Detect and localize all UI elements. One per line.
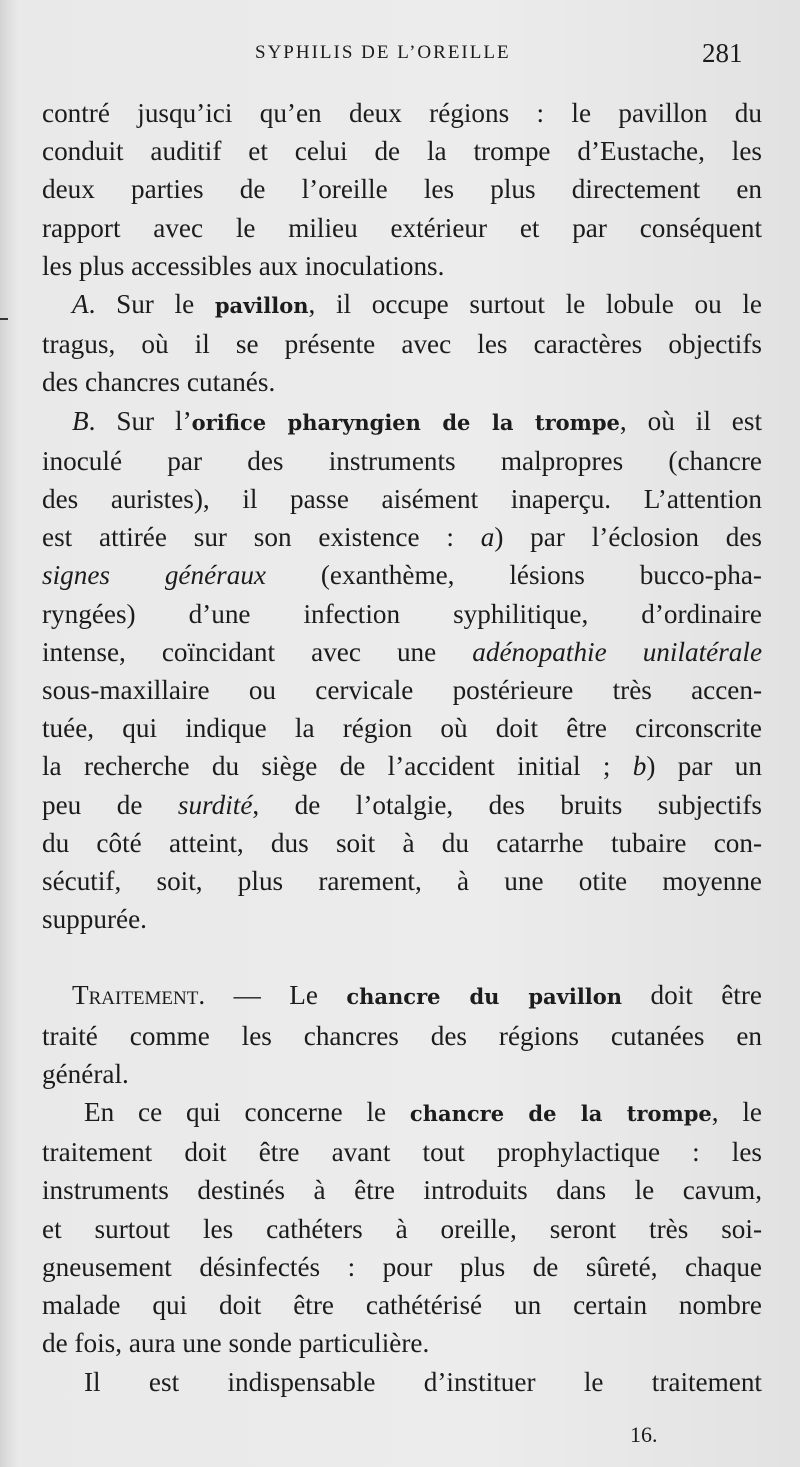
paragraph-a-first-line bbox=[42, 285, 762, 325]
text-line: sécutif, soit, plus rarement, à une otite moyenne bbox=[42, 866, 762, 897]
margin-mark bbox=[0, 318, 8, 320]
section-letter: B bbox=[72, 405, 89, 436]
text-run: doit être bbox=[622, 980, 762, 1011]
page-header bbox=[0, 38, 800, 78]
bold-term: orifice pharyngien de la trompe bbox=[191, 409, 620, 435]
text-run: , où il est bbox=[619, 405, 762, 436]
italic-term: adénopathie unilatérale bbox=[472, 636, 763, 667]
section-letter: A bbox=[72, 289, 89, 320]
bold-term: pavillon bbox=[214, 293, 309, 319]
text-line bbox=[42, 786, 762, 824]
text-line: rapport avec le milieu extérieur et par conséquent bbox=[42, 212, 762, 243]
text-run: , de l’otalgie, des bruits subjectifs bbox=[252, 789, 762, 820]
italic-term: surdité bbox=[177, 789, 253, 820]
text-line: traitement doit être avant tout prophylactique : les bbox=[42, 1137, 762, 1168]
bold-term: chancre de la trompe bbox=[409, 1101, 712, 1127]
treatment-heading-line bbox=[42, 976, 762, 1016]
text-line: de fois, aura une sonde particulière. bbox=[42, 1328, 430, 1359]
text-line: du côté atteint, dus soit à du catarrhe tubaire con- bbox=[42, 827, 762, 858]
text-line: des auristes), il passe aisément inaperçu. L’attention bbox=[42, 484, 762, 515]
text-line: traité comme les chancres des régions cutanées en bbox=[42, 1020, 762, 1051]
paragraph-b-first-line bbox=[42, 402, 762, 442]
text-run: . — Le bbox=[198, 980, 347, 1011]
bold-term: chancre du pavillon bbox=[346, 984, 623, 1010]
text-run: ) par l’éclosion des bbox=[494, 522, 762, 553]
text-line: et surtout les cathéters à oreille, seront très soi- bbox=[42, 1213, 762, 1244]
text-run: . Sur le bbox=[88, 289, 215, 320]
text-run: , il occupe surtout le lobule ou le bbox=[308, 289, 763, 320]
italic-term: signes généraux bbox=[42, 560, 266, 591]
text-line: sous-maxillaire ou cervicale postérieure très accen- bbox=[42, 675, 762, 706]
text-line: des chancres cutanés. bbox=[42, 367, 276, 398]
text-line: tragus, où il se présente avec les caractères objectifs bbox=[42, 329, 762, 360]
text-run: (exanthème, lésions bucco-pha- bbox=[266, 560, 762, 591]
text-line bbox=[42, 518, 762, 556]
running-title: SYPHILIS DE L’OREILLE bbox=[255, 42, 511, 63]
text-line: suppurée. bbox=[42, 904, 147, 935]
page-number: 281 bbox=[702, 38, 743, 68]
paragraph-first-line: Il est indispensable d’instituer le traitement bbox=[84, 1366, 762, 1397]
paragraph-first-line bbox=[42, 1093, 762, 1133]
text-line: malade qui doit être cathétérisé un certain nombre bbox=[42, 1290, 762, 1321]
text-line: contré jusqu’ici qu’en deux régions : le pavillon du bbox=[42, 98, 762, 128]
text-line: général. bbox=[42, 1058, 129, 1089]
text-run: la recherche du siège de l’accident initial ; bbox=[42, 751, 633, 782]
text-run: ) par un bbox=[646, 751, 762, 782]
italic-letter: b bbox=[632, 751, 647, 782]
text-line: inoculé par des instruments malpropres (chancre bbox=[42, 445, 762, 476]
text-line bbox=[42, 747, 762, 785]
text-run: peu de bbox=[42, 789, 178, 820]
text-line: deux parties de l’oreille les plus directement en bbox=[42, 174, 762, 205]
text-line: instruments destinés à être introduits dans le cavum, bbox=[42, 1175, 762, 1206]
text-line: les plus accessibles aux inoculations. bbox=[42, 250, 445, 281]
text-line bbox=[42, 556, 762, 594]
section-heading: Traitement bbox=[72, 980, 199, 1011]
body-text bbox=[42, 94, 762, 1401]
text-run: est attirée sur son existence : bbox=[42, 522, 481, 553]
italic-letter: a bbox=[480, 522, 495, 553]
text-run: intense, coïncidant avec une bbox=[42, 636, 473, 667]
text-line: tuée, qui indique la région où doit être circonscrite bbox=[42, 713, 762, 744]
text-run: , le bbox=[711, 1097, 762, 1128]
paragraph-gap bbox=[42, 938, 762, 976]
text-line bbox=[42, 633, 762, 671]
text-run: . Sur l’ bbox=[88, 405, 192, 436]
text-line: ryngées) d’une infection syphilitique, d’ordinaire bbox=[42, 598, 762, 629]
signature-mark: 16. bbox=[630, 1422, 658, 1447]
text-line: conduit auditif et celui de la trompe d’Eustache, les bbox=[42, 136, 762, 167]
text-run: En ce qui concerne le bbox=[84, 1097, 410, 1128]
text-line: gneusement désinfectés : pour plus de sûreté, chaque bbox=[42, 1251, 762, 1282]
